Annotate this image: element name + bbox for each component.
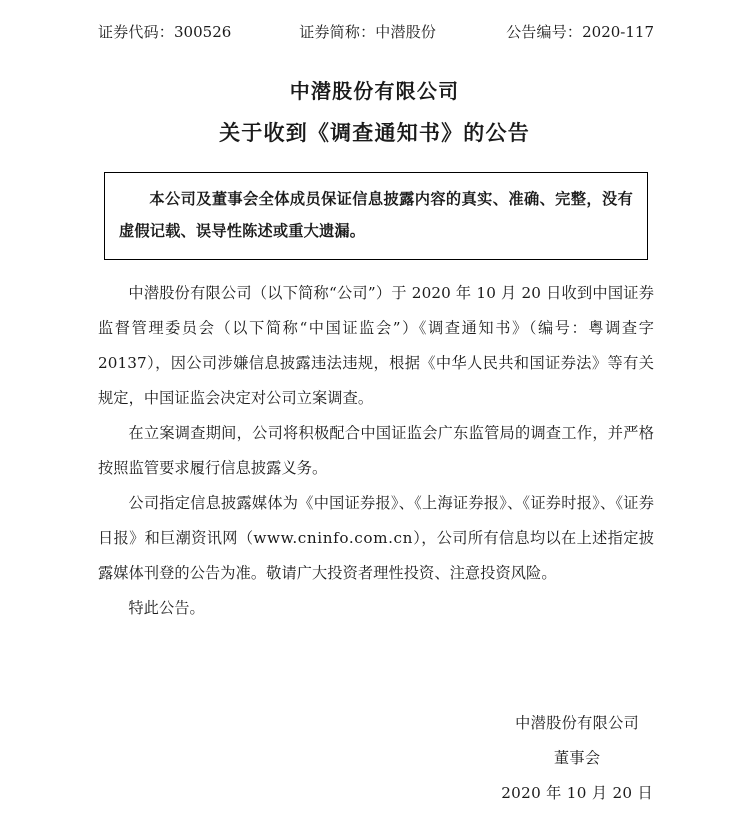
signature-date: 2020 年 10 月 20 日 (501, 784, 653, 802)
title-subject: 关于收到《调查通知书》的公告 (219, 120, 530, 145)
security-code-value: 300526 (174, 23, 232, 41)
signature-block (501, 706, 653, 811)
body-paragraph-4: 特此公告。 (128, 599, 205, 617)
body-paragraph-3-text-before: 公司指定信息披露媒体为《中国证券报》、《上海证券报》、《证券时报》、《证券日报》和巨潮资讯网（ (98, 494, 654, 547)
cninfo-website-url: www.cninfo.com.cn (253, 529, 414, 547)
body-paragraph-3-text-after: ），公司所有信息均以在上述指定披露媒体刊登的公告为准。敬请广大投资者理性投资、注意投资风险。 (98, 529, 655, 582)
security-code-label: 证券代码： (98, 23, 175, 41)
announcement-number (506, 21, 654, 42)
body-paragraph-2: 在立案调查期间，公司将积极配合中国证监会广东监管局的调查工作，并严格按照监管要求履行信息披露义务。 (98, 424, 654, 477)
announcement-number-label: 公告编号： (506, 23, 583, 41)
signature-company: 中潜股份有限公司 (515, 714, 640, 732)
body-paragraph-3 (98, 486, 654, 591)
document-body (98, 276, 654, 626)
body-paragraph-1: 中潜股份有限公司（以下简称“公司”）于 2020 年 10 月 20 日收到中国证券监督管理委员会（以下简称“中国证监会”）《调查通知书》（编号：粤调查字 20137），因公司涉嫌信息披露违法违规，根据《中华人民共和国证券法》等有关规定，中国证监会决定对公司立案调查。 (98, 284, 654, 407)
page-title (0, 76, 749, 148)
security-abbreviation-value: 中潜股份 (375, 23, 437, 41)
announcement-number-value: 2020-117 (582, 23, 654, 41)
security-abbreviation-label: 证券简称： (299, 23, 376, 41)
security-abbreviation (299, 21, 436, 42)
signature-board: 董事会 (553, 749, 601, 767)
title-company-name: 中潜股份有限公司 (289, 79, 460, 103)
disclaimer-text: 本公司及董事会全体成员保证信息披露内容的真实、准确、完整，没有虚假记载、误导性陈述或重大遗漏。 (119, 190, 633, 240)
security-code (98, 21, 231, 42)
disclaimer-box (104, 172, 648, 260)
document-header (0, 0, 749, 42)
